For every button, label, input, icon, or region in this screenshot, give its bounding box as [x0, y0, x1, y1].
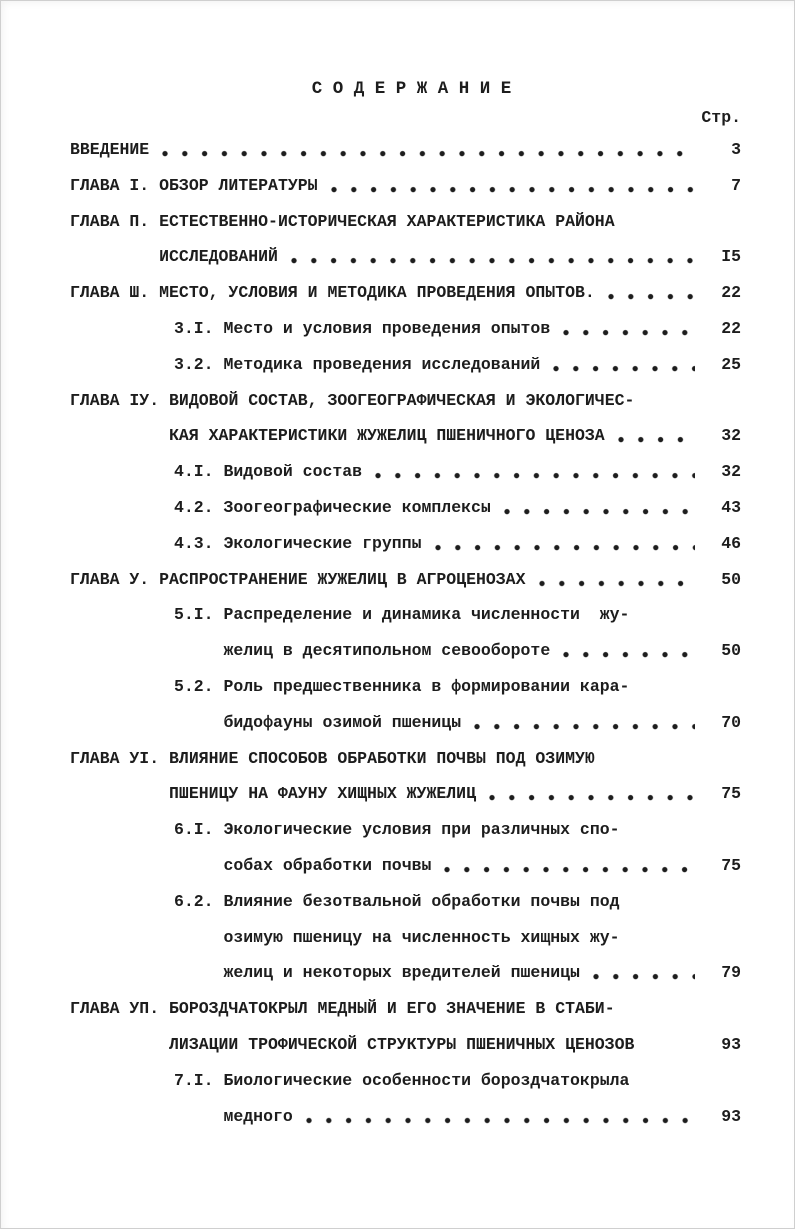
chapter-label: ГЛАВА УП. — [70, 999, 170, 1019]
toc-entry — [70, 920, 741, 956]
toc-entry — [70, 669, 741, 705]
toc-entry — [70, 168, 741, 204]
dot-leader — [488, 776, 695, 812]
chapter-label: ГЛАВА Ш. — [70, 283, 160, 303]
page-number — [705, 669, 741, 705]
page-number — [705, 991, 741, 1027]
toc-entry — [70, 526, 741, 562]
page-number: I5 — [721, 247, 741, 267]
page-number: 75 — [721, 855, 741, 875]
entry-text: КАЯ ХАРАКТЕРИСТИКИ ЖУЖЕЛИЦ ПШЕНИЧНОГО ЦЕНОЗА — [169, 426, 605, 446]
dot-leader — [443, 848, 695, 884]
page-number — [705, 597, 741, 633]
page-number: 93 — [721, 1034, 741, 1054]
entry-text: озимую пшеницу на численность хищных жу- — [223, 927, 620, 947]
entry-text: 3.2. Методика проведения исследований — [173, 354, 541, 374]
page-title: С О Д Е Р Ж А Н И Е — [311, 79, 512, 99]
entry-text: 5.I. Распределение и динамика численности жу- — [173, 605, 630, 625]
page-number: 70 — [721, 712, 741, 732]
page-number — [705, 741, 741, 777]
toc-entry — [70, 633, 741, 669]
page-number — [705, 383, 741, 419]
toc-entry — [70, 991, 741, 1027]
toc-entry — [70, 454, 741, 490]
dot-leader — [503, 490, 695, 526]
entry-text: желиц в десятипольном севообороте — [223, 641, 551, 661]
entry-text: бидофауны озимой пшеницы — [223, 712, 462, 732]
chapter-label: ГЛАВА I. — [70, 175, 160, 195]
entry-text: ВВЕДЕНИЕ — [70, 140, 150, 159]
entry-text: желиц и некоторых вредителей пшеницы — [223, 963, 580, 983]
dot-leader — [592, 955, 695, 991]
dot-leader — [552, 347, 695, 383]
entry-text: МЕСТО, УСЛОВИЯ И МЕТОДИКА ПРОВЕДЕНИЯ ОПЫТОВ. — [159, 283, 595, 303]
dot-leader — [434, 526, 696, 562]
toc-entry — [70, 418, 741, 454]
toc-entry — [70, 1063, 741, 1099]
page-number: 75 — [721, 784, 741, 804]
page-number: 43 — [721, 497, 741, 517]
chapter-label: ГЛАВА У. — [70, 569, 160, 589]
entry-text: 5.2. Роль предшественника в формировании кара- — [173, 676, 630, 696]
entry-text: собах обработки почвы — [223, 855, 432, 875]
page-number — [705, 204, 741, 240]
entry-text: РАСПРОСТРАНЕНИЕ ЖУЖЕЛИЦ В АГРОЦЕНОЗАХ — [159, 569, 526, 589]
toc-entry — [70, 705, 741, 741]
page-number: 50 — [721, 569, 741, 589]
toc-entry — [70, 562, 741, 598]
toc-entry — [70, 347, 741, 383]
page-number — [705, 812, 741, 848]
page-number: 79 — [721, 963, 741, 983]
entry-text: БОРОЗДЧАТОКРЫЛ МЕДНЫЙ И ЕГО ЗНАЧЕНИЕ В СТАБИ- — [169, 999, 615, 1019]
toc-entry — [70, 1099, 741, 1135]
entry-text: 6.2. Влияние безотвальной обработки почвы под — [173, 891, 620, 911]
toc-entry — [70, 490, 741, 526]
toc-entry — [70, 311, 741, 347]
entry-text: 7.I. Биологические особенности бороздчатокрыла — [173, 1070, 630, 1090]
toc-entry — [70, 132, 741, 168]
page-number: 22 — [721, 283, 741, 303]
dot-leader — [562, 633, 695, 669]
page-number — [705, 920, 741, 956]
entry-text: 4.3. Экологические группы — [173, 533, 422, 553]
toc-entry — [70, 812, 741, 848]
page-number: 22 — [721, 318, 741, 338]
entry-text: 3.I. Место и условия проведения опытов — [173, 318, 551, 338]
entry-text: ЛИЗАЦИИ ТРОФИЧЕСКОЙ СТРУКТУРЫ ПШЕНИЧНЫХ ЦЕНОЗОВ — [169, 1034, 635, 1054]
entry-text: ОБЗОР ЛИТЕРАТУРЫ — [159, 175, 318, 195]
dot-leader — [330, 168, 695, 204]
dot-leader — [562, 311, 695, 347]
entry-text: ВИДОВОЙ СОСТАВ, ЗООГЕОГРАФИЧЕСКАЯ И ЭКОЛОГИЧЕС- — [169, 390, 635, 410]
chapter-label: ГЛАВА IУ. — [70, 390, 170, 410]
chapter-label: ГЛАВА П. — [70, 211, 160, 231]
page-number: 46 — [721, 533, 741, 553]
toc-entry — [70, 383, 741, 419]
page-number: 25 — [721, 354, 741, 374]
toc-entry — [70, 275, 741, 311]
toc-entry — [70, 741, 741, 777]
toc-list — [70, 132, 741, 1134]
toc-entry — [70, 848, 741, 884]
page-number: 3 — [731, 140, 741, 159]
toc-entry — [70, 776, 741, 812]
entry-text: ВЛИЯНИЕ СПОСОБОВ ОБРАБОТКИ ПОЧВЫ ПОД ОЗИМУЮ — [169, 748, 595, 768]
entry-text: 4.2. Зоогеографические комплексы — [173, 497, 491, 517]
toc-entry — [70, 1027, 741, 1063]
dot-leader — [161, 132, 695, 168]
dot-leader — [473, 705, 695, 741]
entry-text: 4.I. Видовой состав — [173, 462, 363, 482]
entry-text: медного — [223, 1106, 293, 1126]
dot-leader — [607, 275, 695, 311]
page-number — [705, 1063, 741, 1099]
toc-entry — [70, 884, 741, 920]
toc-entry — [70, 597, 741, 633]
dot-leader — [617, 418, 695, 454]
page-column-header: Стр. — [701, 108, 741, 127]
dot-leader — [538, 562, 696, 598]
page-number: 32 — [721, 426, 741, 446]
page-number: 32 — [721, 462, 741, 482]
entry-text: ИССЛЕДОВАНИЙ — [159, 247, 278, 267]
entry-text: ЕСТЕСТВЕННО-ИСТОРИЧЕСКАЯ ХАРАКТЕРИСТИКА РАЙОНА — [159, 211, 615, 231]
page-number: 50 — [721, 641, 741, 661]
dot-leader — [305, 1099, 695, 1135]
toc-entry — [70, 239, 741, 275]
dot-leader — [290, 239, 695, 275]
dot-leader — [374, 454, 695, 490]
entry-text: 6.I. Экологические условия при различных спо- — [173, 820, 620, 840]
toc-entry — [70, 204, 741, 240]
chapter-label: ГЛАВА УI. — [70, 748, 170, 768]
toc-entry — [70, 955, 741, 991]
page-number — [705, 884, 741, 920]
entry-text: ПШЕНИЦУ НА ФАУНУ ХИЩНЫХ ЖУЖЕЛИЦ — [169, 784, 476, 804]
page-number: 93 — [721, 1106, 741, 1126]
page-number: 7 — [731, 175, 741, 195]
